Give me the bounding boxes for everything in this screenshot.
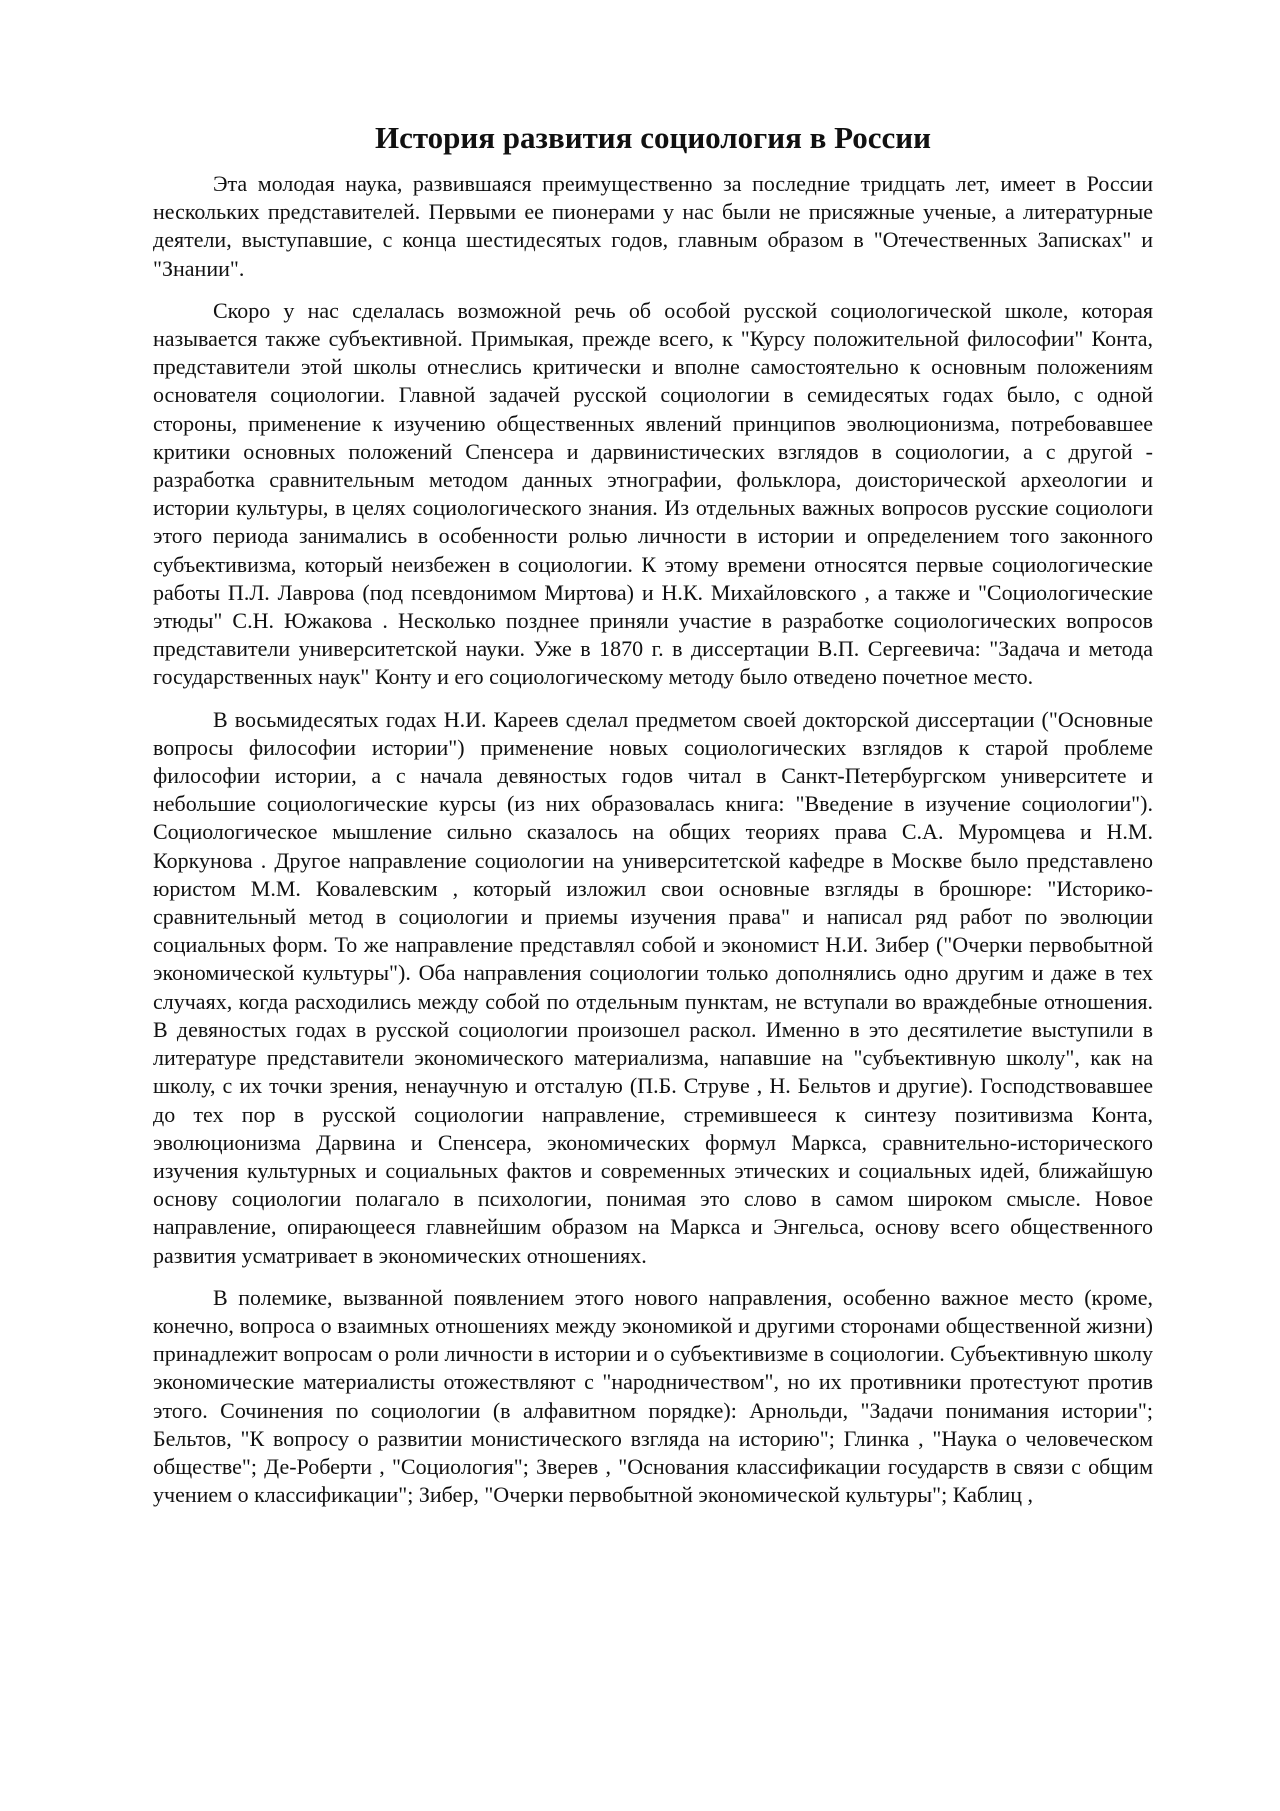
page-title: История развития социология в России — [374, 120, 932, 155]
paragraph-4: В полемике, вызванной появлением этого нового направления, особенно важное место (кроме, конечно, вопроса о взаимных отношениях между экономикой и другими сторонами общественной жизни) принадлежит вопросам о роли личности в истории и о субъективизме в социологии. Субъективную школу экономические материалисты отожествляют с "народничеством", но их противники протестуют против этого. Сочинения по социологии (в алфавитном порядке): Арнольди, "Задачи понимания истории"; Бельтов, "К вопросу о развитии монистического взгляда на историю"; Глинка , "Наука о человеческом обществе"; Де-Роберти , "Социология"; Зверев , "Основания классификации государств в связи с общим учением о классификации"; Зибер, "Очерки первобытной экономической культуры"; Каблиц , — [153, 1284, 1153, 1508]
paragraph-1: Эта молодая наука, развившаяся преимущественно за последние тридцать лет, имеет в России нескольких представителей. Первыми ее пионерами у нас были не присяжные ученые, а литературные деятели, выступавшие, с конца шестидесятых годов, главным образом в "Отечественных Записках" и "Знании". — [153, 171, 1153, 281]
paragraph-3: В восьмидесятых годах Н.И. Кареев сделал предметом своей докторской диссертации ("Основные вопросы философии истории") применение новых социологических взглядов к старой проблеме философии истории, а с начала девяностых годов читал в Санкт-Петербургском университете и небольшие социологические курсы (из них образовалась книга: "Введение в изучение социологии"). Социологическое мышление сильно сказалось на общих теориях права С.А. Муромцева и Н.М. Коркунова . Другое направление социологии на университетской кафедре в Москве было представлено юристом М.М. Ковалевским , который изложил свои основные взгляды в брошюре: "Историко-сравнительный метод в социологии и приемы изучения права" и написал ряд работ по эволюции социальных форм. То же направление представлял собой и экономист Н.И. Зибер ("Очерки первобытной экономической культуры"). Оба направления социологии только дополнялись одно другим и даже в тех случаях, когда расходились между собой по отдельным пунктам, не вступали во враждебные отношения. В девяностых годах в русской социологии произошел раскол. Именно в это десятилетие выступили в литературе представители экономического материализма, напавшие на "субъективную школу", как на школу, с их точки зрения, ненаучную и отсталую (П.Б. Струве , Н. Бельтов и другие). Господствовавшее до тех пор в русской социологии направление, стремившееся к синтезу позитивизма Конта, эволюционизма Дарвина и Спенсера, экономических формул Маркса, сравнительно-исторического изучения культурных и социальных фактов и современных этических и социальных идей, ближайшую основу социологии полагало в психологии, понимая это слово в самом широком смысле. Новое направление, опирающееся главнейшим образом на Маркса и Энгельса, основу всего общественного развития усматривает в экономических отношениях. — [153, 706, 1153, 1268]
paragraph-2: Скоро у нас сделалась возможной речь об особой русской социологической школе, которая называется также субъективной. Примыкая, прежде всего, к "Курсу положительной философии" Конта, представители этой школы отнеслись критически и вполне самостоятельно к основным положениям основателя социологии. Главной задачей русской социологии в семидесятых годах было, с одной стороны, применение к изучению общественных явлений принципов эволюционизма, потребовавшее критики основных положений Спенсера и дарвинистических взглядов в социологии, а с другой - разработка сравнительным методом данных этнографии, фольклора, доисторической археологии и истории культуры, в целях социологического знания. Из отдельных важных вопросов русские социологи этого периода занимались в особенности ролью личности в истории и определением того законного субъективизма, который неизбежен в социологии. К этому времени относятся первые социологические работы П.Л. Лаврова (под псевдонимом Миртова) и Н.К. Михайловского , а также и "Социологические этюды" С.Н. Южакова . Несколько позднее приняли участие в разработке социологических вопросов представители университетской науки. Уже в 1870 г. в диссертации В.П. Сергеевича: "Задача и метода государственных наук" Конту и его социологическому методу было отведено почетное место. — [153, 297, 1153, 690]
document-body — [153, 118, 1153, 1523]
